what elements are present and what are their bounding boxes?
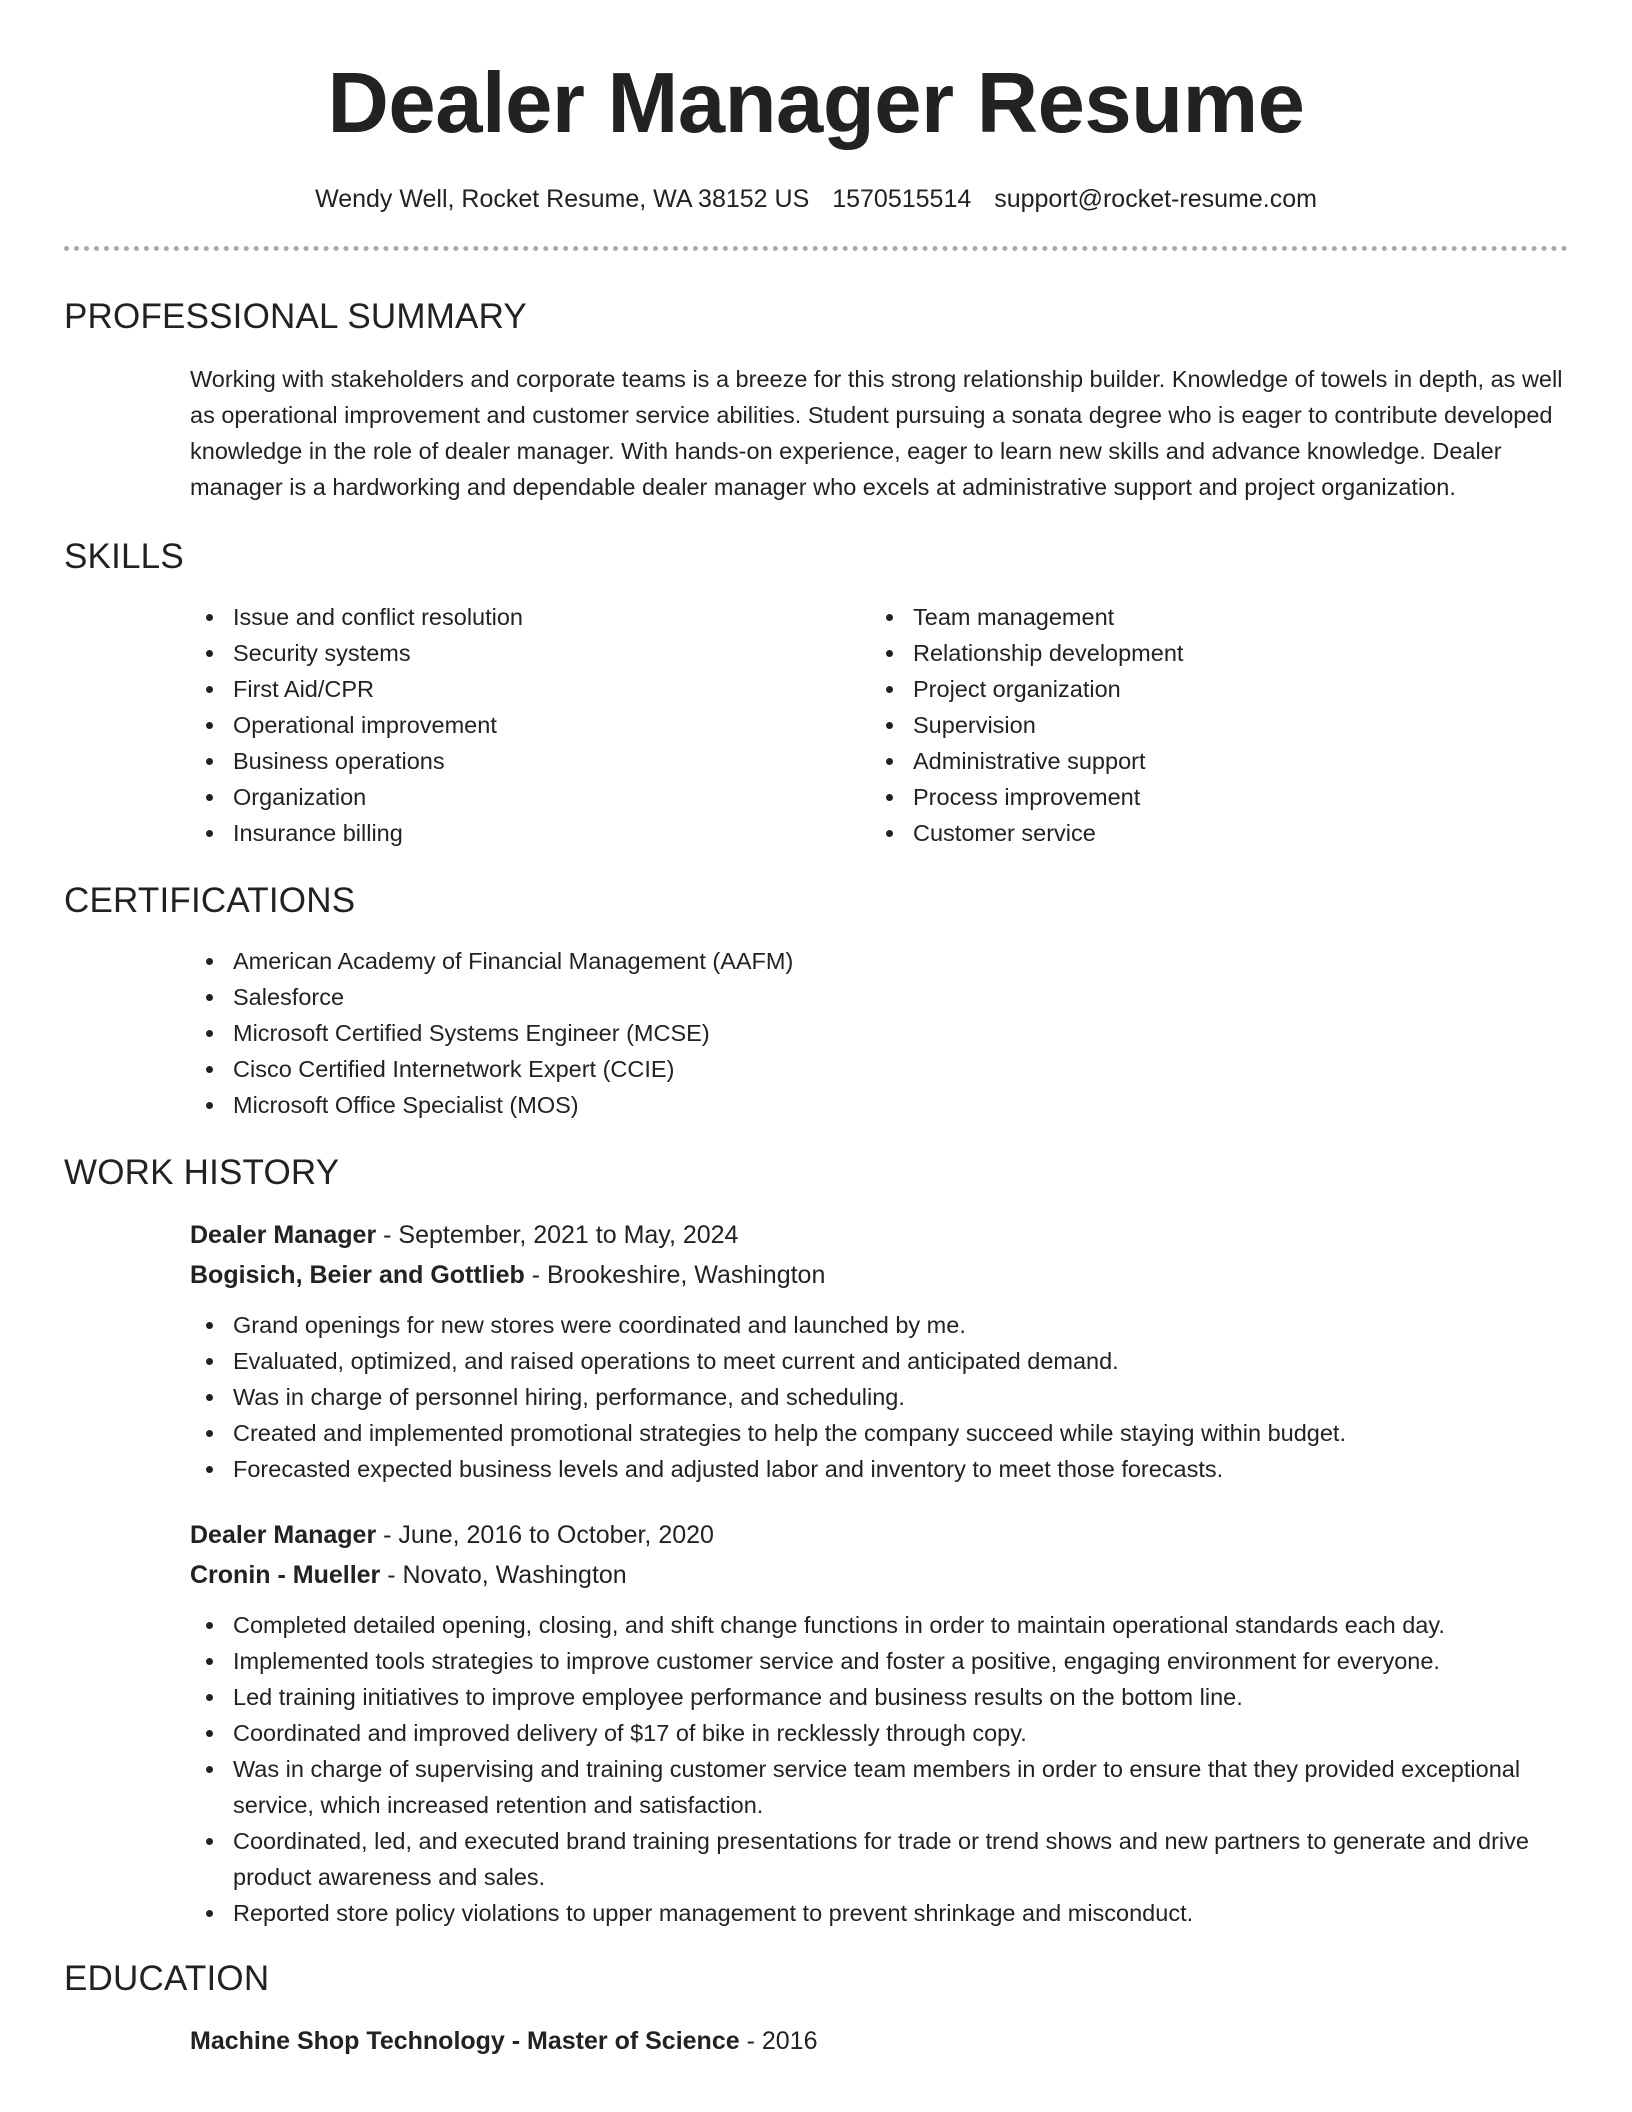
skill-item: Project organization	[870, 671, 1470, 707]
work-history-heading: WORK HISTORY	[64, 1153, 340, 1192]
education-year: - 2016	[739, 2027, 818, 2055]
certification-item: Microsoft Office Specialist (MOS)	[190, 1087, 1568, 1123]
job-company-line	[190, 1257, 1568, 1293]
contact-email: support@rocket-resume.com	[994, 185, 1317, 213]
job-bullet: Was in charge of personnel hiring, performance, and scheduling.	[190, 1379, 1568, 1415]
education-heading: EDUCATION	[64, 1959, 270, 1998]
job-bullets	[190, 1307, 1568, 1487]
certifications-heading: CERTIFICATIONS	[64, 881, 356, 920]
job-bullets	[190, 1607, 1568, 1931]
job-bullet: Led training initiatives to improve employee performance and business results on the bottom line.	[190, 1679, 1568, 1715]
skills-grid	[190, 599, 1568, 851]
job-company-line	[190, 1557, 1568, 1593]
skill-item: Administrative support	[870, 743, 1470, 779]
certification-item: Salesforce	[190, 979, 1568, 1015]
skill-item: Issue and conflict resolution	[190, 599, 870, 635]
certification-item: Cisco Certified Internetwork Expert (CCIE)	[190, 1051, 1568, 1087]
education-entry	[190, 2023, 1568, 2059]
job-role: Dealer Manager	[190, 1221, 377, 1249]
job-bullet: Forecasted expected business levels and adjusted labor and inventory to meet those forecasts.	[190, 1451, 1568, 1487]
job-role: Dealer Manager	[190, 1521, 377, 1549]
skill-item: Customer service	[870, 815, 1470, 851]
job-bullet: Completed detailed opening, closing, and shift change functions in order to maintain operational standards each day.	[190, 1607, 1568, 1643]
skills-heading: SKILLS	[64, 537, 184, 576]
skills-list-left	[190, 599, 870, 851]
summary-text: Working with stakeholders and corporate teams is a breeze for this strong relationship builder. Knowledge of towels in depth, as well as operational improvement and customer service abilities. Student pursuing a sonata degree who is eager to contribute developed knowledge in the role of dealer manager. With hands-on experience, eager to learn new skills and advance knowledge. Dealer manager is a hardworking and dependable dealer manager who excels at administrative support and project organization.	[190, 366, 1563, 500]
skill-item: Organization	[190, 779, 870, 815]
job-bullet: Reported store policy violations to upper management to prevent shrinkage and misconduct.	[190, 1895, 1568, 1931]
contact-line	[64, 182, 1568, 216]
job-entry	[190, 1517, 1568, 1931]
certifications-list	[190, 943, 1568, 1123]
skill-item: Process improvement	[870, 779, 1470, 815]
contact-address: Wendy Well, Rocket Resume, WA 38152 US	[315, 185, 810, 213]
skills-list-right	[870, 599, 1470, 851]
page-title: Dealer Manager Resume	[327, 56, 1305, 151]
skill-item: Team management	[870, 599, 1470, 635]
job-location: - Brookeshire, Washington	[524, 1261, 826, 1289]
skill-item: Operational improvement	[190, 707, 870, 743]
job-bullet: Evaluated, optimized, and raised operations to meet current and anticipated demand.	[190, 1343, 1568, 1379]
job-bullet: Implemented tools strategies to improve customer service and foster a positive, engaging environment for everyone.	[190, 1643, 1568, 1679]
skill-item: Insurance billing	[190, 815, 870, 851]
job-bullet: Was in charge of supervising and training customer service team members in order to ensure that they provided exceptional service, which increased retention and satisfaction.	[190, 1751, 1568, 1823]
skill-item: Supervision	[870, 707, 1470, 743]
skill-item: Business operations	[190, 743, 870, 779]
education-degree: Machine Shop Technology - Master of Science	[190, 2027, 740, 2055]
certification-item: Microsoft Certified Systems Engineer (MCSE)	[190, 1015, 1568, 1051]
skill-item: Relationship development	[870, 635, 1470, 671]
job-bullet: Grand openings for new stores were coordinated and launched by me.	[190, 1307, 1568, 1343]
certification-item: American Academy of Financial Management (AAFM)	[190, 943, 1568, 979]
job-title-line	[190, 1517, 1568, 1553]
job-dates: - September, 2021 to May, 2024	[376, 1221, 739, 1249]
job-bullet: Coordinated and improved delivery of $17 of bike in recklessly through copy.	[190, 1715, 1568, 1751]
header-divider	[64, 246, 1568, 251]
skill-item: First Aid/CPR	[190, 671, 870, 707]
summary-heading: PROFESSIONAL SUMMARY	[64, 297, 527, 336]
job-bullet: Created and implemented promotional strategies to help the company succeed while staying within budget.	[190, 1415, 1568, 1451]
job-company: Bogisich, Beier and Gottlieb	[190, 1261, 525, 1289]
job-company: Cronin - Mueller	[190, 1561, 381, 1589]
job-entry	[190, 1217, 1568, 1487]
contact-phone: 1570515514	[832, 185, 972, 213]
job-dates: - June, 2016 to October, 2020	[376, 1521, 714, 1549]
job-title-line	[190, 1217, 1568, 1253]
job-bullet: Coordinated, led, and executed brand training presentations for trade or trend shows and new partners to generate and drive product awareness and sales.	[190, 1823, 1568, 1895]
job-location: - Novato, Washington	[380, 1561, 627, 1589]
skill-item: Security systems	[190, 635, 870, 671]
